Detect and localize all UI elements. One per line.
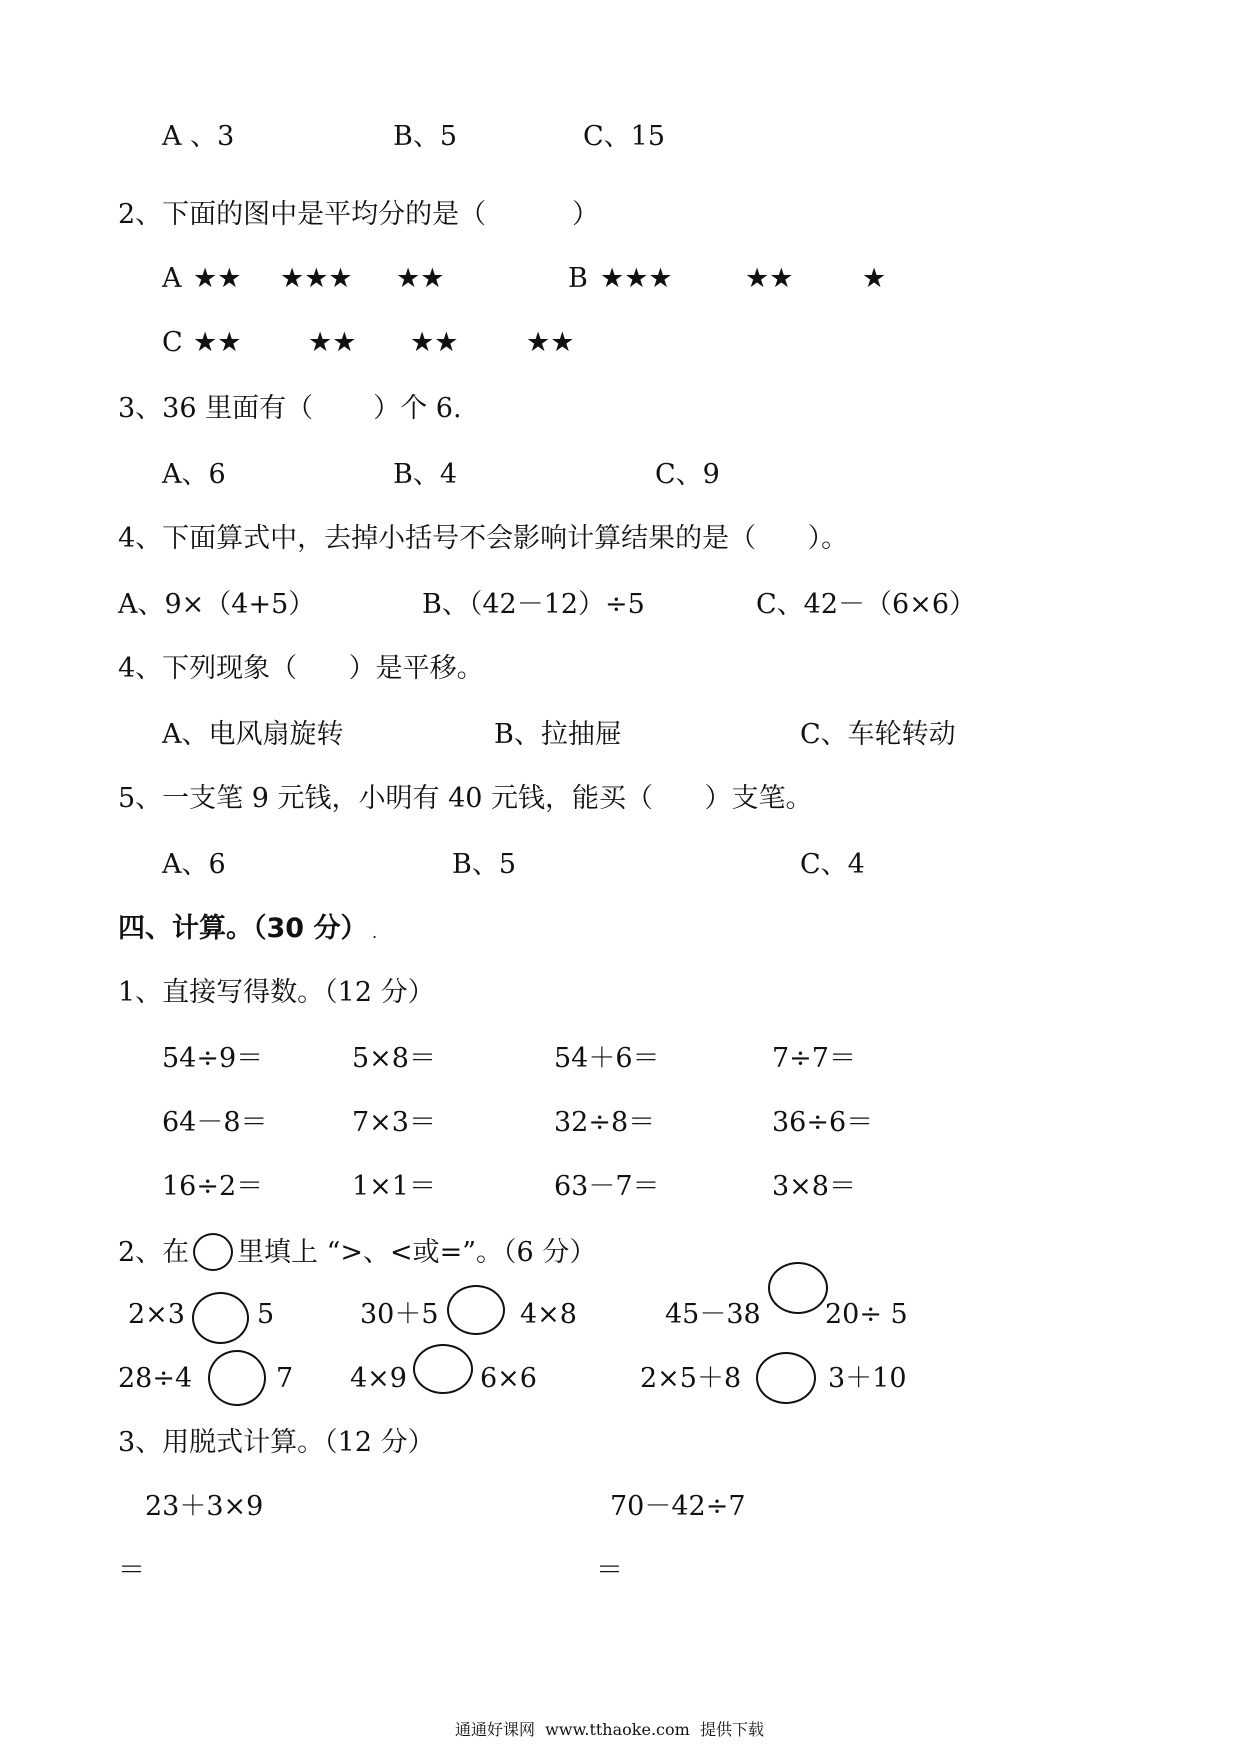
compare-left: 2×3 <box>128 1299 185 1330</box>
q2-c-group-1: ★★ <box>193 327 242 358</box>
calc1-item: 54÷9＝ <box>162 1043 264 1074</box>
answer-circle[interactable] <box>413 1344 473 1394</box>
q2-c-group-4: ★★ <box>526 327 575 358</box>
compare-left: 4×9 <box>350 1363 407 1394</box>
q5-option-a: A、6 <box>162 849 226 880</box>
q2-b-group-2: ★★ <box>745 263 794 294</box>
q2-a-group-3: ★★ <box>396 263 445 294</box>
compare-right: 3＋10 <box>828 1363 907 1394</box>
calc3-expression-2: 70－42÷7 <box>610 1491 746 1522</box>
calc3-expression-1: 23＋3×9 <box>145 1491 264 1522</box>
q4b-stem: 4、下列现象（ ）是平移。 <box>118 653 484 684</box>
q4b-option-a: A、电风扇旋转 <box>162 719 344 750</box>
compare-left: 45－38 <box>665 1299 761 1330</box>
compare-circle-icon <box>193 1233 233 1271</box>
q4a-stem: 4、下面算式中，去掉小括号不会影响计算结果的是（ ）。 <box>118 523 849 554</box>
q2-a-label: A <box>162 263 182 294</box>
calc1-item: 7×3＝ <box>352 1107 436 1138</box>
compare-right: 4×8 <box>520 1299 577 1330</box>
q2-c-group-3: ★★ <box>410 327 459 358</box>
calc3-stem: 3、用脱式计算。（12 分） <box>118 1427 435 1458</box>
answer-circle[interactable] <box>208 1350 266 1406</box>
section-heading: 四、计算。（30 分） <box>118 913 368 944</box>
q4b-option-b: B、拉抽屉 <box>494 719 622 750</box>
calc1-item: 5×8＝ <box>352 1043 436 1074</box>
calc2-stem-end: 里填上 “>、<或=”。（6 分） <box>237 1237 597 1268</box>
footer-credit: 通通好课网 www.tthaoke.com 提供下载 <box>455 1720 764 1739</box>
q3-stem: 3、36 里面有（ ）个 6. <box>118 393 462 424</box>
q2-c-label: C <box>162 327 183 358</box>
compare-right: 7 <box>276 1363 294 1394</box>
compare-right: 6×6 <box>480 1363 537 1394</box>
q4a-option-a: A、9×（4+5） <box>118 589 316 620</box>
q4a-option-b: B、（42－12）÷5 <box>422 589 645 620</box>
q2-a-group-1: ★★ <box>193 263 242 294</box>
q1-option-b: B、5 <box>393 121 458 152</box>
calc1-item: 7÷7＝ <box>772 1043 856 1074</box>
calc1-item: 54＋6＝ <box>554 1043 660 1074</box>
calc1-stem: 1、直接写得数。（12 分） <box>118 977 435 1008</box>
calc2-stem-start: 2、在 <box>118 1237 190 1268</box>
calc1-item: 32÷8＝ <box>554 1107 656 1138</box>
answer-circle[interactable] <box>192 1292 249 1344</box>
q4a-option-c: C、42－（6×6） <box>756 589 976 620</box>
calc1-item: 16÷2＝ <box>162 1171 264 1202</box>
calc3-equals-2: ＝ <box>596 1555 623 1586</box>
q2-b-group-1: ★★★ <box>600 263 673 294</box>
q1-option-a: A 、3 <box>162 121 235 152</box>
q5-option-b: B、5 <box>452 849 517 880</box>
answer-circle[interactable] <box>768 1262 828 1314</box>
calc1-item: 3×8＝ <box>772 1171 856 1202</box>
section-heading-dot: . <box>372 923 378 942</box>
calc3-equals-1: ＝ <box>118 1555 145 1586</box>
q3-option-c: C、9 <box>655 459 720 490</box>
calc1-item: 64－8＝ <box>162 1107 268 1138</box>
q5-option-c: C、4 <box>800 849 865 880</box>
compare-left: 2×5＋8 <box>640 1363 742 1394</box>
compare-left: 28÷4 <box>118 1363 193 1394</box>
answer-circle[interactable] <box>756 1352 816 1404</box>
q4b-option-c: C、车轮转动 <box>800 719 956 750</box>
compare-right: 5 <box>257 1299 275 1330</box>
calc1-item: 63－7＝ <box>554 1171 660 1202</box>
q5-stem: 5、一支笔 9 元钱，小明有 40 元钱，能买（ ）支笔。 <box>118 783 813 814</box>
answer-circle[interactable] <box>447 1285 505 1335</box>
q2-c-group-2: ★★ <box>308 327 357 358</box>
q2-stem: 2、下面的图中是平均分的是（ ） <box>118 199 600 230</box>
q3-option-a: A、6 <box>162 459 226 490</box>
compare-left: 30＋5 <box>360 1299 439 1330</box>
compare-right: 20÷ 5 <box>825 1299 908 1330</box>
calc1-item: 1×1＝ <box>352 1171 436 1202</box>
calc1-item: 36÷6＝ <box>772 1107 874 1138</box>
q2-b-label: B <box>568 263 588 294</box>
q2-b-group-3: ★ <box>862 263 887 294</box>
q3-option-b: B、4 <box>393 459 458 490</box>
q1-option-c: C、15 <box>583 121 666 152</box>
q2-a-group-2: ★★★ <box>280 263 353 294</box>
